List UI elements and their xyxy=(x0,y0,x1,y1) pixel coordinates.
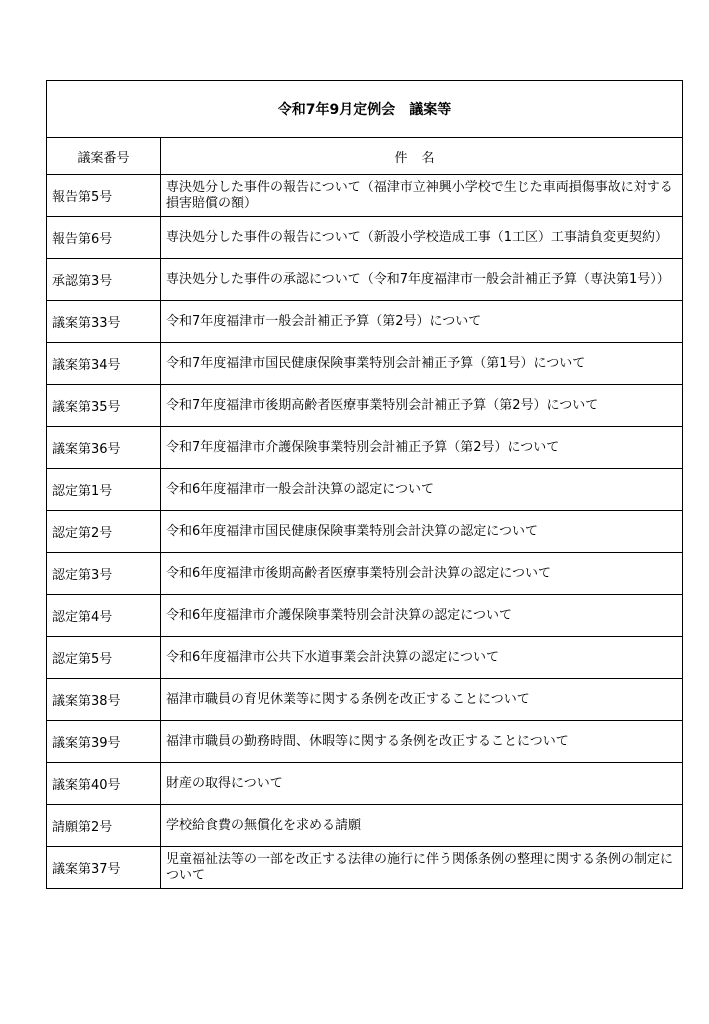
table-row xyxy=(47,343,683,385)
item-subject: 令和6年度福津市後期高齢者医療事業特別会計決算の認定について xyxy=(161,553,683,595)
item-number: 議案第36号 xyxy=(47,427,161,469)
item-subject: 専決処分した事件の報告について（福津市立神興小学校で生じた車両損傷事故に対する損害賠償の額） xyxy=(161,175,683,217)
table-row xyxy=(47,763,683,805)
table-row xyxy=(47,511,683,553)
item-subject: 令和7年度福津市一般会計補正予算（第2号）について xyxy=(161,301,683,343)
item-subject: 令和6年度福津市介護保険事業特別会計決算の認定について xyxy=(161,595,683,637)
item-subject: 福津市職員の勤務時間、休暇等に関する条例を改正することについて xyxy=(161,721,683,763)
table-row xyxy=(47,679,683,721)
item-number: 認定第4号 xyxy=(47,595,161,637)
table-row xyxy=(47,805,683,847)
item-subject: 児童福祉法等の一部を改正する法律の施行に伴う関係条例の整理に関する条例の制定について xyxy=(161,847,683,889)
header-number: 議案番号 xyxy=(47,138,161,175)
table-row xyxy=(47,427,683,469)
item-subject: 令和7年度福津市国民健康保険事業特別会計補正予算（第1号）について xyxy=(161,343,683,385)
item-number: 議案第38号 xyxy=(47,679,161,721)
item-number: 議案第34号 xyxy=(47,343,161,385)
table-row xyxy=(47,385,683,427)
table-row xyxy=(47,259,683,301)
table-row xyxy=(47,595,683,637)
item-number: 認定第2号 xyxy=(47,511,161,553)
item-subject: 福津市職員の育児休業等に関する条例を改正することについて xyxy=(161,679,683,721)
table-row xyxy=(47,721,683,763)
item-number: 認定第1号 xyxy=(47,469,161,511)
item-number: 議案第33号 xyxy=(47,301,161,343)
header-subject: 件名 xyxy=(161,138,683,175)
item-number: 認定第5号 xyxy=(47,637,161,679)
item-number: 請願第2号 xyxy=(47,805,161,847)
item-number: 承認第3号 xyxy=(47,259,161,301)
table-row xyxy=(47,847,683,889)
table-row xyxy=(47,217,683,259)
item-subject: 財産の取得について xyxy=(161,763,683,805)
item-subject: 令和6年度福津市公共下水道事業会計決算の認定について xyxy=(161,637,683,679)
table-row xyxy=(47,175,683,217)
item-subject: 専決処分した事件の報告について（新設小学校造成工事（1工区）工事請負変更契約） xyxy=(161,217,683,259)
item-number: 報告第6号 xyxy=(47,217,161,259)
table-row xyxy=(47,301,683,343)
agenda-table xyxy=(46,80,683,889)
item-subject: 令和6年度福津市一般会計決算の認定について xyxy=(161,469,683,511)
item-subject: 令和7年度福津市後期高齢者医療事業特別会計補正予算（第2号）について xyxy=(161,385,683,427)
document-title: 令和7年9月定例会 議案等 xyxy=(47,81,683,138)
table-row xyxy=(47,637,683,679)
header-row xyxy=(47,138,683,175)
item-number: 報告第5号 xyxy=(47,175,161,217)
item-subject: 令和7年度福津市介護保険事業特別会計補正予算（第2号）について xyxy=(161,427,683,469)
item-subject: 令和6年度福津市国民健康保険事業特別会計決算の認定について xyxy=(161,511,683,553)
item-number: 認定第3号 xyxy=(47,553,161,595)
item-number: 議案第35号 xyxy=(47,385,161,427)
table-row xyxy=(47,553,683,595)
item-number: 議案第39号 xyxy=(47,721,161,763)
title-row xyxy=(47,81,683,138)
item-number: 議案第40号 xyxy=(47,763,161,805)
item-number: 議案第37号 xyxy=(47,847,161,889)
item-subject: 専決処分した事件の承認について（令和7年度福津市一般会計補正予算（専決第1号）） xyxy=(161,259,683,301)
table-row xyxy=(47,469,683,511)
item-subject: 学校給食費の無償化を求める請願 xyxy=(161,805,683,847)
